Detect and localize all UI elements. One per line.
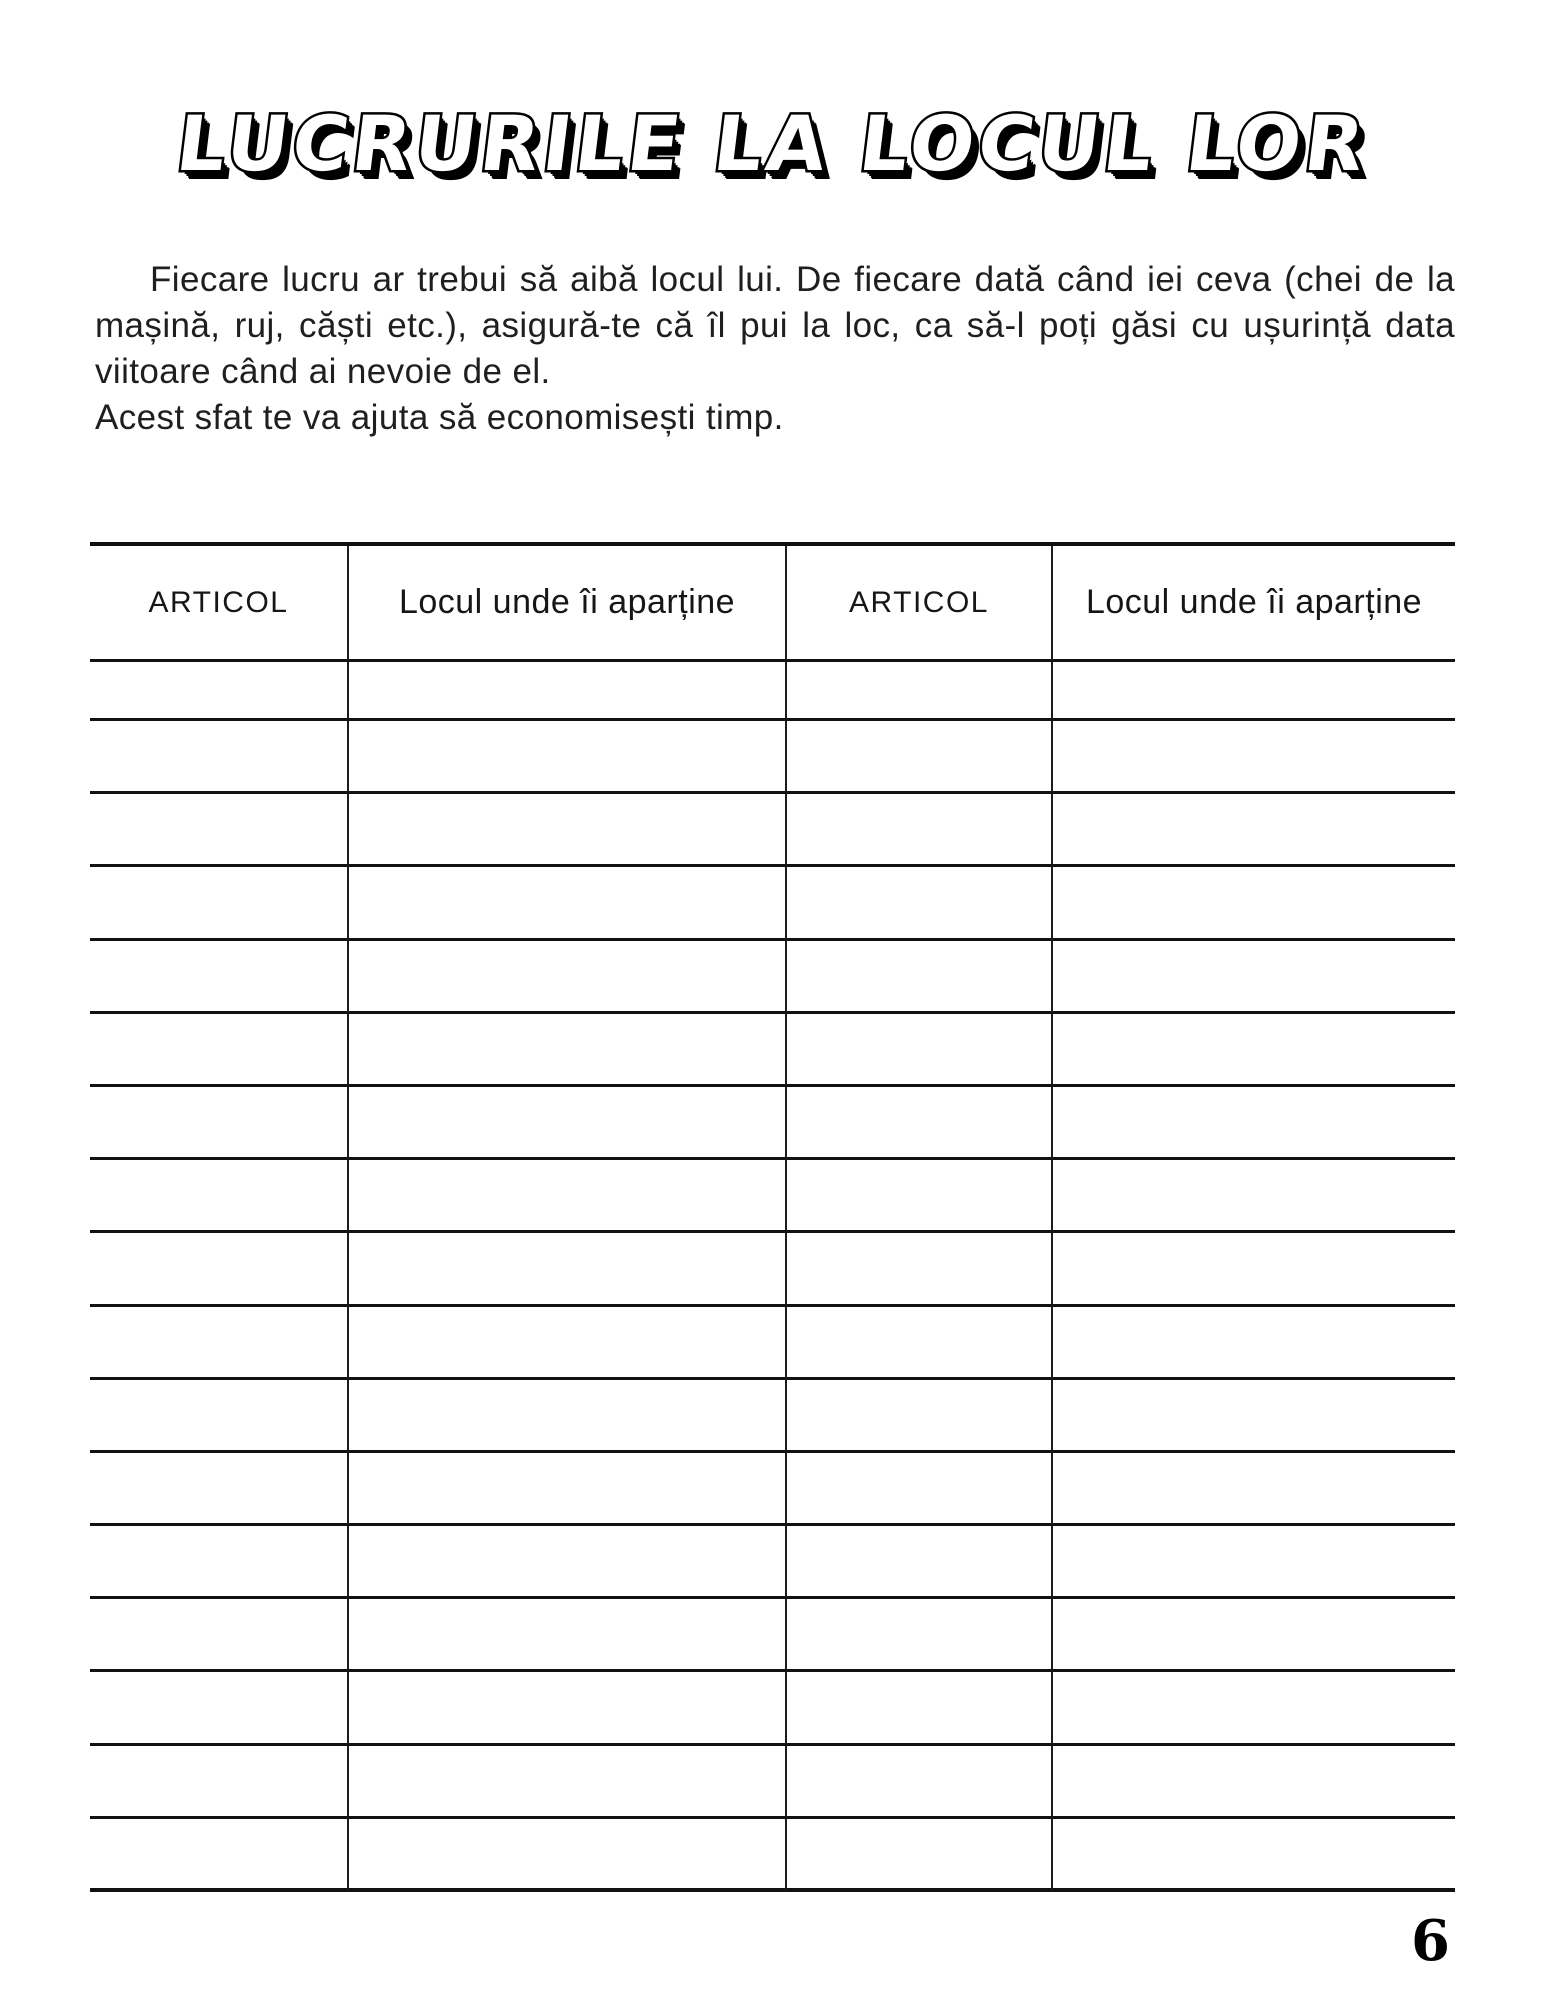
table-header-articol-2: ARTICOL — [787, 546, 1053, 662]
table-cell — [90, 1380, 349, 1453]
table-cell — [90, 1526, 349, 1599]
table-cell — [787, 1380, 1053, 1453]
table-cell — [787, 867, 1053, 940]
table-cell — [349, 1160, 787, 1233]
table-cell — [787, 1160, 1053, 1233]
table-cell — [90, 721, 349, 794]
intro-line: viitoare când ai nevoie de el. — [95, 352, 551, 391]
table-cell — [90, 662, 349, 721]
table-cell — [1053, 794, 1455, 867]
table-cell — [90, 1307, 349, 1380]
table-cell — [1053, 941, 1455, 1014]
table-cell — [787, 1599, 1053, 1672]
table-cell — [349, 1599, 787, 1672]
table-cell — [1053, 1160, 1455, 1233]
table-header-articol-1: ARTICOL — [90, 546, 349, 662]
table-cell — [90, 1014, 349, 1087]
table-cell — [90, 1087, 349, 1160]
intro-line: Acest sfat te va ajuta să economisești timp. — [95, 398, 784, 437]
table-cell — [787, 941, 1053, 1014]
table-cell — [787, 1746, 1053, 1819]
table-cell — [90, 1672, 349, 1745]
table-cell — [90, 1599, 349, 1672]
worksheet-table — [90, 542, 1455, 1892]
table-cell — [787, 1819, 1053, 1892]
intro-line: mașină, ruj, căști etc.), asigură-te că îl pui la loc, ca să-l poți găsi cu ușurință data — [95, 306, 1455, 345]
table-cell — [90, 1160, 349, 1233]
table-cell — [787, 1233, 1053, 1306]
table-cell — [349, 721, 787, 794]
table-cell — [1053, 1380, 1455, 1453]
table-cell — [1053, 662, 1455, 721]
table-header-loc-2: Locul unde îi aparține — [1053, 546, 1455, 662]
table-cell — [90, 1233, 349, 1306]
table-cell — [90, 1746, 349, 1819]
table-cell — [349, 1746, 787, 1819]
table-cell — [349, 794, 787, 867]
table-cell — [1053, 1307, 1455, 1380]
table-cell — [349, 1307, 787, 1380]
table-cell — [1053, 1672, 1455, 1745]
table-cell — [1053, 1746, 1455, 1819]
table-cell — [787, 662, 1053, 721]
intro-line: Fiecare lucru ar trebui să aibă locul lui. De fiecare dată când iei ceva (chei de la — [150, 260, 1455, 299]
table-cell — [787, 794, 1053, 867]
table-cell — [90, 1819, 349, 1892]
table-cell — [349, 1453, 787, 1526]
table-cell — [1053, 867, 1455, 940]
table-cell — [90, 794, 349, 867]
table-cell — [349, 1526, 787, 1599]
table-cell — [787, 1014, 1053, 1087]
table-cell — [90, 867, 349, 940]
table-cell — [787, 1526, 1053, 1599]
table-cell — [1053, 1599, 1455, 1672]
table-cell — [90, 1453, 349, 1526]
table-cell — [787, 721, 1053, 794]
table-cell — [349, 1014, 787, 1087]
table-cell — [349, 1819, 787, 1892]
table-cell — [349, 867, 787, 940]
table-cell — [1053, 1819, 1455, 1892]
table-cell — [787, 1087, 1053, 1160]
intro-paragraph — [95, 257, 1455, 441]
page-title: LUCRURILE LA LOCUL LOR — [171, 99, 1374, 188]
table-cell — [349, 1380, 787, 1453]
table-header-loc-1: Locul unde îi aparține — [349, 546, 787, 662]
table-cell — [349, 1233, 787, 1306]
table-cell — [349, 941, 787, 1014]
table-cell — [349, 662, 787, 721]
table-cell — [1053, 721, 1455, 794]
table-cell — [1053, 1453, 1455, 1526]
table-cell — [349, 1087, 787, 1160]
table-cell — [1053, 1233, 1455, 1306]
table-cell — [1053, 1526, 1455, 1599]
table-cell — [1053, 1014, 1455, 1087]
table-cell — [349, 1672, 787, 1745]
table-cell — [787, 1307, 1053, 1380]
page-number: 6 — [1411, 1908, 1450, 1974]
table-cell — [787, 1672, 1053, 1745]
table-cell — [1053, 1087, 1455, 1160]
table-cell — [787, 1453, 1053, 1526]
table-cell — [90, 941, 349, 1014]
